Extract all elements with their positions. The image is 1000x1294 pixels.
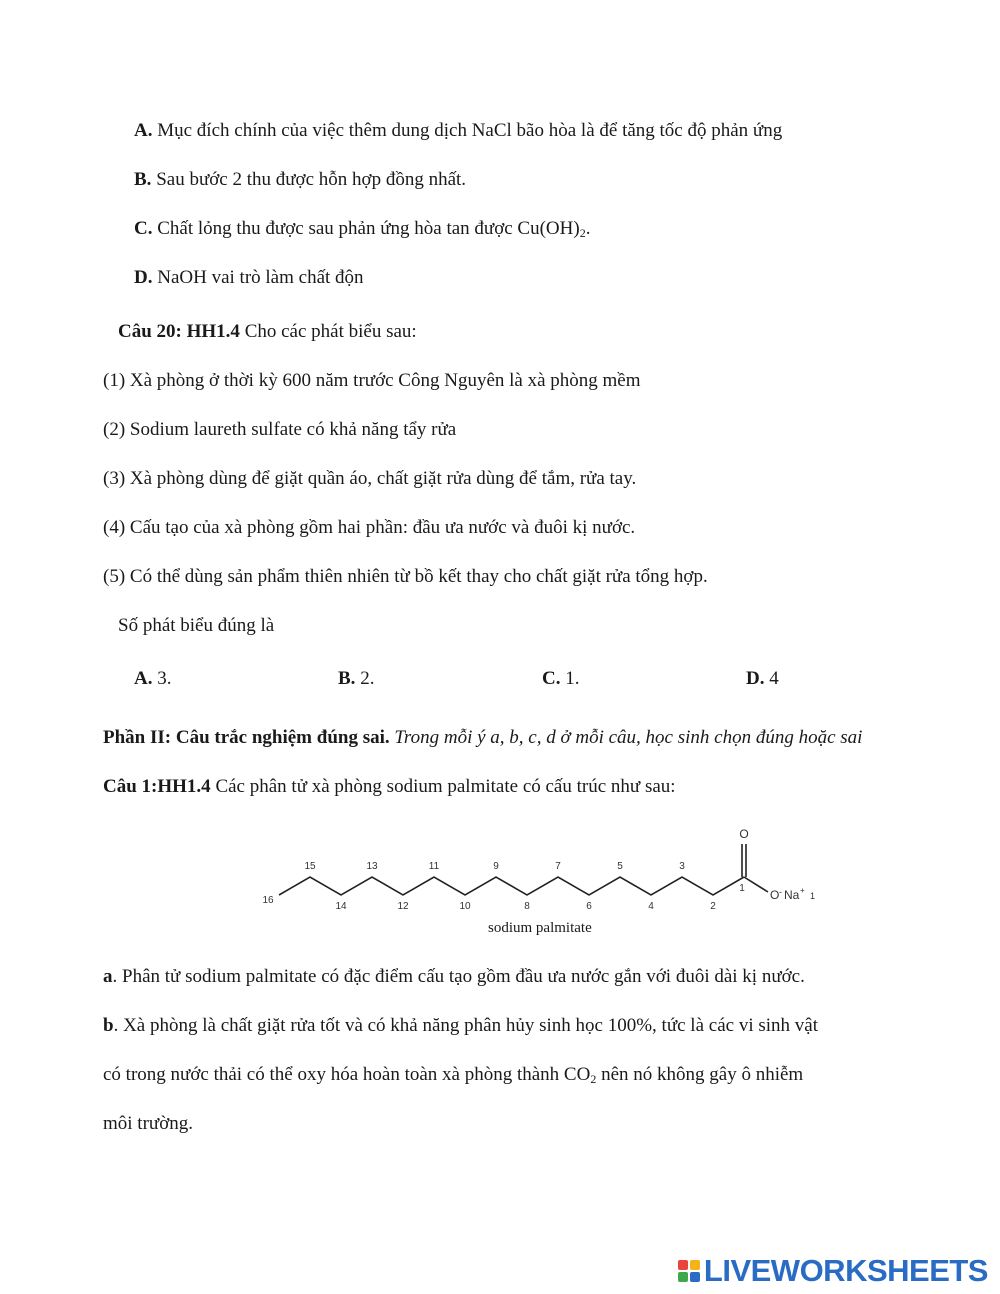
q20-prompt: Số phát biểu đúng là <box>118 615 275 636</box>
q19-option-a <box>134 119 782 143</box>
item-label: b <box>103 1015 114 1036</box>
sodium-label: Na <box>784 888 800 902</box>
carbon-number-label: 6 <box>586 901 592 912</box>
carbon-number-label: 5 <box>617 861 623 872</box>
option-text: Chất lỏng thu được sau phản ứng hòa tan được Cu(OH) <box>157 218 580 239</box>
q20-heading <box>118 320 417 344</box>
part-title: Phần II: Câu trắc nghiệm đúng sai. <box>103 727 390 748</box>
part2-heading <box>103 726 862 750</box>
carbon-number-label: 15 <box>304 861 316 872</box>
q19-option-c <box>134 217 590 241</box>
subscript: 2 <box>579 226 586 240</box>
option-letter: B. <box>134 169 152 190</box>
anion-oxygen-label: O <box>770 888 780 902</box>
q1-item-b-line-1 <box>103 1014 818 1038</box>
carbon-number-label: 12 <box>397 901 409 912</box>
option-text: NaOH vai trò làm chất độn <box>157 267 364 288</box>
anion-charge-label: - <box>779 887 782 897</box>
option-tail: . <box>585 218 591 239</box>
option-text: Mục đích chính của việc thêm dung dịch NaCl bão hòa là để tăng tốc độ phản ứng <box>157 120 783 141</box>
item-text: có trong nước thải có thể oxy hóa hoàn toàn xà phòng thành CO <box>103 1064 591 1085</box>
carbon-number-label: 3 <box>679 861 685 872</box>
carbon-number-label: 16 <box>262 895 274 906</box>
option-letter: D. <box>134 267 153 288</box>
part-instruction: Trong mỗi ý a, b, c, d ở mỗi câu, học sinh chọn đúng hoặc sai <box>394 727 863 748</box>
question-label: Câu 20: HH1.4 <box>118 321 240 342</box>
question-intro: Cho các phát biểu sau: <box>244 321 417 342</box>
answer-letter: A. <box>134 668 153 689</box>
q1-heading <box>103 775 676 799</box>
brand-name: LIVEWORKSHEETS <box>703 1253 988 1288</box>
q20-answer-a <box>134 667 171 691</box>
q20-answer-d <box>746 667 779 691</box>
answer-letter: C. <box>542 668 561 689</box>
item-label: a <box>103 966 113 987</box>
q20-answer-b <box>338 667 374 691</box>
carbon-number-label: 9 <box>493 861 499 872</box>
answer-value: 2. <box>360 668 375 689</box>
q1-item-b-line-3: môi trường. <box>103 1113 194 1134</box>
q19-option-d <box>134 266 364 290</box>
item-text: . Phân tử sodium palmitate có đặc điểm cấu tạo gồm đầu ưa nước gắn với đuôi dài kị nước. <box>112 966 805 987</box>
q19-option-b <box>134 168 466 192</box>
carbon-number-label: 2 <box>710 901 716 912</box>
q20-statement-4: (4) Cấu tạo của xà phòng gồm hai phần: đầu ưa nước và đuôi kị nước. <box>103 517 636 538</box>
item-text: nên nó không gây ô nhiễm <box>596 1064 804 1085</box>
carbon-number-label: 14 <box>335 901 347 912</box>
carbon-number-label: 1 <box>739 883 745 894</box>
answer-letter: D. <box>746 668 765 689</box>
option-letter: C. <box>134 218 153 239</box>
carbon-number-label: 8 <box>524 901 530 912</box>
item-text: . Xà phòng là chất giặt rửa tốt và có khả năng phân hủy sinh học 100%, tức là các vi sinh vật <box>113 1015 818 1036</box>
carbon-number-label: 4 <box>648 901 654 912</box>
carbon-number-label: 13 <box>366 861 378 872</box>
charge-count-label: 1 <box>810 891 816 901</box>
answer-value: 1. <box>565 668 580 689</box>
subscript: 2 <box>590 1072 597 1086</box>
brand-grid-icon <box>678 1260 700 1282</box>
q20-statement-2: (2) Sodium laureth sulfate có khả năng tẩy rửa <box>103 419 457 440</box>
cation-charge-label: + <box>800 886 805 895</box>
brand-square <box>678 1260 688 1270</box>
oxygen-label: O <box>739 827 749 841</box>
carbon-number-label: 10 <box>459 901 471 912</box>
carbon-number-label: 11 <box>428 861 440 872</box>
molecule-caption: sodium palmitate <box>488 920 592 936</box>
sodium-palmitate-structure <box>255 822 835 918</box>
q20-statement-5: (5) Có thể dùng sản phẩm thiên nhiên từ bồ kết thay cho chất giặt rửa tổng hợp. <box>103 566 708 587</box>
answer-value: 4 <box>769 668 779 689</box>
brand-square <box>690 1272 700 1282</box>
carbon-chain <box>279 877 744 895</box>
option-text: Sau bước 2 thu được hỗn hợp đồng nhất. <box>156 169 467 190</box>
q1-item-a <box>103 965 805 989</box>
option-letter: A. <box>134 120 153 141</box>
q20-statement-3: (3) Xà phòng dùng để giặt quần áo, chất giặt rửa dùng để tắm, rửa tay. <box>103 468 637 489</box>
carboxylate-bond <box>744 877 768 892</box>
question-label: Câu 1:HH1.4 <box>103 776 211 797</box>
q1-item-b-line-2 <box>103 1063 803 1087</box>
answer-letter: B. <box>338 668 356 689</box>
q20-statement-1: (1) Xà phòng ở thời kỳ 600 năm trước Công Nguyên là xà phòng mềm <box>103 370 641 391</box>
answer-value: 3. <box>157 668 172 689</box>
q20-answer-c <box>542 667 579 691</box>
brand-square <box>678 1272 688 1282</box>
carbon-number-label: 7 <box>555 861 561 872</box>
brand-square <box>690 1260 700 1270</box>
liveworksheets-logo <box>678 1253 988 1289</box>
question-intro: Các phân tử xà phòng sodium palmitate có cấu trúc như sau: <box>215 776 676 797</box>
